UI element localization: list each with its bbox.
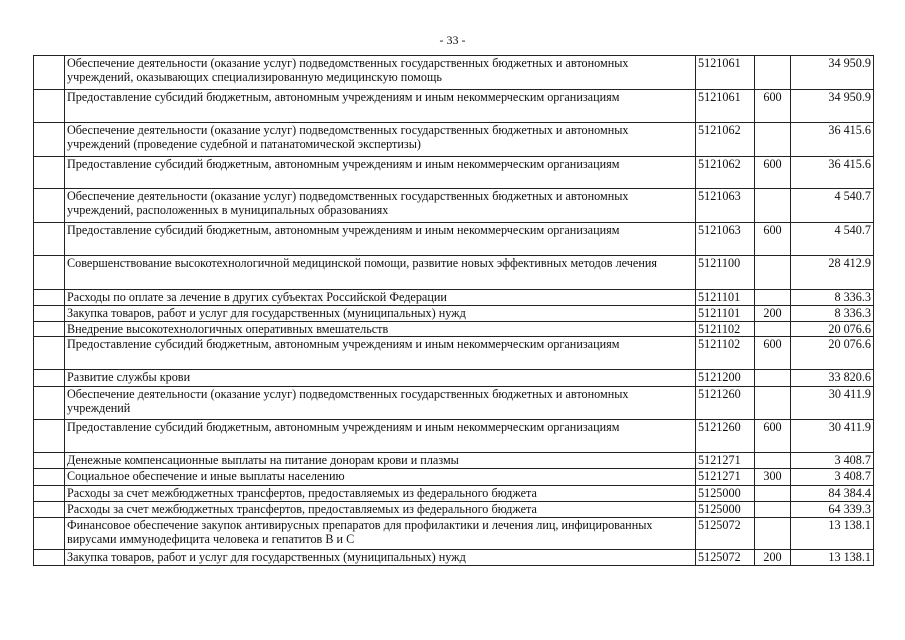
table-row (34, 157, 874, 189)
page-number: - 33 - (439, 33, 466, 47)
table-row (34, 370, 874, 387)
expense-type-cell (755, 189, 791, 223)
table-row (34, 502, 874, 518)
expense-type-cell: 600 (755, 420, 791, 453)
expense-type-cell (755, 370, 791, 387)
item-name-cell: Предоставление субсидий бюджетным, автономным учреждениям и иным некоммерческим организациям (65, 420, 696, 453)
blank-cell (34, 290, 65, 306)
item-name-cell: Предоставление субсидий бюджетным, автономным учреждениям и иным некоммерческим организациям (65, 157, 696, 189)
target-code-cell: 5125000 (696, 502, 755, 518)
blank-cell (34, 469, 65, 486)
target-code-cell: 5121062 (696, 123, 755, 157)
target-code-cell: 5125000 (696, 486, 755, 502)
item-name-cell: Денежные компенсационные выплаты на питание донорам крови и плазмы (65, 453, 696, 469)
amount-cell: 36 415.6 (791, 157, 874, 189)
item-name-cell: Социальное обеспечение и иные выплаты населению (65, 469, 696, 486)
target-code-cell: 5121101 (696, 306, 755, 322)
amount-cell: 8 336.3 (791, 306, 874, 322)
item-name-cell: Расходы по оплате за лечение в других субъектах Российской Федерации (65, 290, 696, 306)
table-row (34, 550, 874, 566)
blank-cell (34, 223, 65, 256)
amount-cell: 84 384.4 (791, 486, 874, 502)
table-row (34, 223, 874, 256)
expense-type-cell (755, 453, 791, 469)
item-name-cell: Совершенствование высокотехнологичной медицинской помощи, развитие новых эффективных методов лечения (65, 256, 696, 290)
expense-type-cell (755, 290, 791, 306)
table-row (34, 56, 874, 90)
target-code-cell: 5121101 (696, 290, 755, 306)
amount-cell: 30 411.9 (791, 420, 874, 453)
table-row (34, 90, 874, 123)
target-code-cell: 5121061 (696, 56, 755, 90)
expense-type-cell: 600 (755, 337, 791, 370)
item-name-cell: Предоставление субсидий бюджетным, автономным учреждениям и иным некоммерческим организациям (65, 223, 696, 256)
expense-type-cell (755, 518, 791, 550)
expense-type-cell: 600 (755, 223, 791, 256)
blank-cell (34, 90, 65, 123)
table-row (34, 420, 874, 453)
expense-type-cell (755, 486, 791, 502)
target-code-cell: 5121102 (696, 337, 755, 370)
amount-cell: 20 076.6 (791, 322, 874, 337)
expense-type-cell (755, 387, 791, 420)
table-row (34, 387, 874, 420)
blank-cell (34, 256, 65, 290)
blank-cell (34, 453, 65, 469)
item-name-cell: Финансовое обеспечение закупок антивирусных препаратов для профилактики и лечения лиц, инфицированных вирусами иммунодефицита человека и гепатитов В и С (65, 518, 696, 550)
target-code-cell: 5121271 (696, 453, 755, 469)
target-code-cell: 5121260 (696, 420, 755, 453)
amount-cell: 20 076.6 (791, 337, 874, 370)
item-name-cell: Обеспечение деятельности (оказание услуг) подведомственных государственных бюджетных и автономных учреждений (проведение судебной и патанатомической экспертизы) (65, 123, 696, 157)
blank-cell (34, 306, 65, 322)
blank-cell (34, 420, 65, 453)
blank-cell (34, 502, 65, 518)
target-code-cell: 5121061 (696, 90, 755, 123)
item-name-cell: Обеспечение деятельности (оказание услуг) подведомственных государственных бюджетных и автономных учреждений (65, 387, 696, 420)
amount-cell: 33 820.6 (791, 370, 874, 387)
table-row (34, 123, 874, 157)
expense-type-cell: 200 (755, 306, 791, 322)
amount-cell: 13 138.1 (791, 518, 874, 550)
target-code-cell: 5121102 (696, 322, 755, 337)
amount-cell: 64 339.3 (791, 502, 874, 518)
item-name-cell: Закупка товаров, работ и услуг для государственных (муниципальных) нужд (65, 306, 696, 322)
blank-cell (34, 486, 65, 502)
target-code-cell: 5121062 (696, 157, 755, 189)
blank-cell (34, 322, 65, 337)
amount-cell: 36 415.6 (791, 123, 874, 157)
expense-type-cell: 600 (755, 157, 791, 189)
item-name-cell: Расходы за счет межбюджетных трансфертов, предоставляемых из федерального бюджета (65, 486, 696, 502)
blank-cell (34, 550, 65, 566)
amount-cell: 28 412.9 (791, 256, 874, 290)
amount-cell: 13 138.1 (791, 550, 874, 566)
table-row (34, 290, 874, 306)
expense-type-cell: 600 (755, 90, 791, 123)
budget-table (33, 55, 874, 566)
amount-cell: 3 408.7 (791, 453, 874, 469)
expense-type-cell (755, 256, 791, 290)
item-name-cell: Расходы за счет межбюджетных трансфертов, предоставляемых из федерального бюджета (65, 502, 696, 518)
target-code-cell: 5121063 (696, 189, 755, 223)
item-name-cell: Предоставление субсидий бюджетным, автономным учреждениям и иным некоммерческим организациям (65, 337, 696, 370)
expense-type-cell (755, 322, 791, 337)
expense-type-cell: 300 (755, 469, 791, 486)
target-code-cell: 5121063 (696, 223, 755, 256)
target-code-cell: 5121200 (696, 370, 755, 387)
table-row (34, 469, 874, 486)
amount-cell: 34 950.9 (791, 56, 874, 90)
item-name-cell: Развитие службы крови (65, 370, 696, 387)
table-row (34, 189, 874, 223)
blank-cell (34, 123, 65, 157)
table-row (34, 453, 874, 469)
item-name-cell: Обеспечение деятельности (оказание услуг) подведомственных государственных бюджетных и автономных учреждений, оказывающих специализированную медицинскую помощь (65, 56, 696, 90)
item-name-cell: Предоставление субсидий бюджетным, автономным учреждениям и иным некоммерческим организациям (65, 90, 696, 123)
expense-type-cell: 200 (755, 550, 791, 566)
target-code-cell: 5125072 (696, 550, 755, 566)
table-row (34, 306, 874, 322)
target-code-cell: 5125072 (696, 518, 755, 550)
amount-cell: 3 408.7 (791, 469, 874, 486)
budget-table-body (34, 56, 874, 566)
amount-cell: 34 950.9 (791, 90, 874, 123)
target-code-cell: 5121271 (696, 469, 755, 486)
target-code-cell: 5121260 (696, 387, 755, 420)
table-row (34, 486, 874, 502)
blank-cell (34, 337, 65, 370)
expense-type-cell (755, 56, 791, 90)
blank-cell (34, 387, 65, 420)
amount-cell: 4 540.7 (791, 223, 874, 256)
blank-cell (34, 370, 65, 387)
amount-cell: 8 336.3 (791, 290, 874, 306)
item-name-cell: Закупка товаров, работ и услуг для государственных (муниципальных) нужд (65, 550, 696, 566)
blank-cell (34, 189, 65, 223)
amount-cell: 30 411.9 (791, 387, 874, 420)
blank-cell (34, 56, 65, 90)
amount-cell: 4 540.7 (791, 189, 874, 223)
target-code-cell: 5121100 (696, 256, 755, 290)
item-name-cell: Внедрение высокотехнологичных оперативных вмешательств (65, 322, 696, 337)
blank-cell (34, 518, 65, 550)
expense-type-cell (755, 123, 791, 157)
table-row (34, 322, 874, 337)
table-row (34, 518, 874, 550)
item-name-cell: Обеспечение деятельности (оказание услуг) подведомственных государственных бюджетных и автономных учреждений, расположенных в муниципальных образованиях (65, 189, 696, 223)
table-row (34, 256, 874, 290)
expense-type-cell (755, 502, 791, 518)
table-row (34, 337, 874, 370)
blank-cell (34, 157, 65, 189)
